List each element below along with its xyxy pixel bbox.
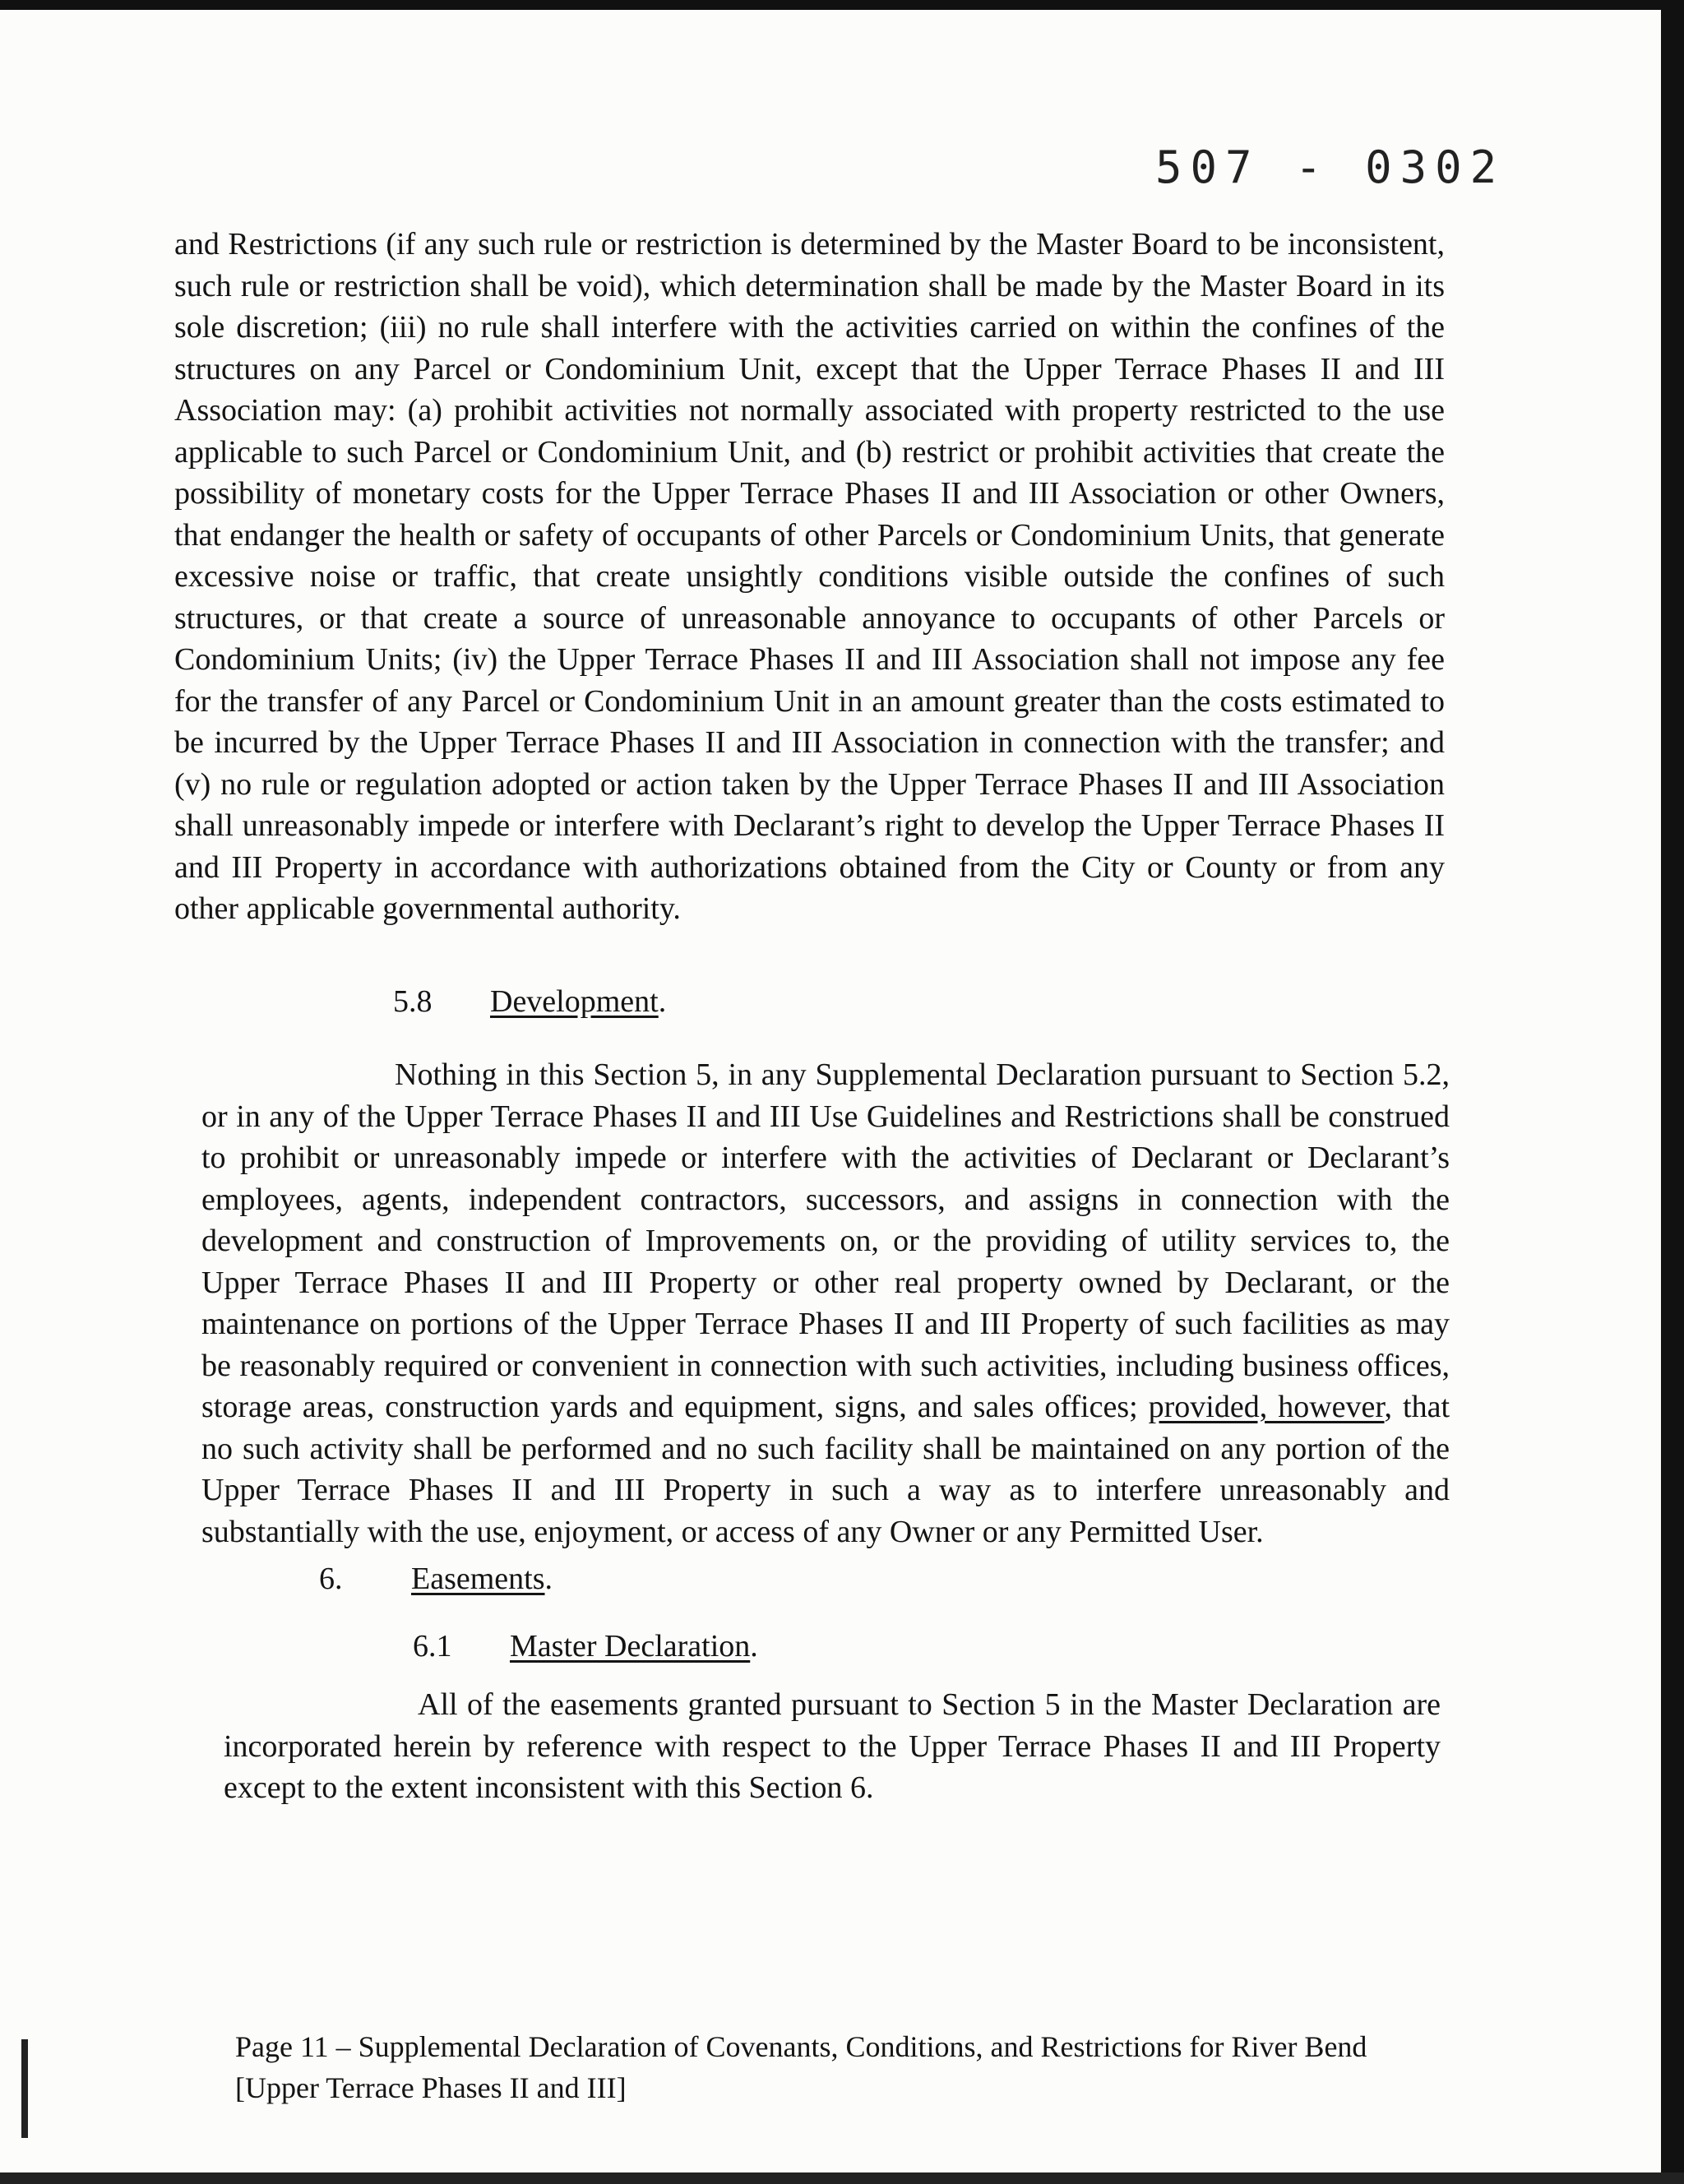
title-punct: .: [544, 1562, 553, 1596]
section-title: Development: [490, 984, 659, 1019]
text-before: Nothing in this Section 5, in any Supplemental Declaration pursuant to Section 5.2, or in any of the Upper Terrace Phases II and III Use Guidelines and Restrictions shall be construed to prohibit or unreasonably impede or interfere with the activities of Declarant or Declarant’s employees, agents, independent contractors, successors, and assigns in connection with the development and construction of Improvements on, or the providing of utility services to, the Upper Terrace Phases II and III Property or other real property owned by Declarant, or the maintenance on portions of the Upper Terrace Phases II and III Property of such facilities as may be reasonably required or convenient in connection with such activities, including business offices, storage areas, construction yards and equipment, signs, and sales offices;: [201, 1057, 1450, 1424]
title-punct: .: [750, 1629, 758, 1663]
text-after: , that no such activity shall be performed and no such facility shall be maintained on any portion of the Upper Terrace Phases II and III Property in such a way as to interfere unreasonably and substantially with the use, enjoyment, or access of any Owner or any Permitted User.: [201, 1390, 1450, 1549]
section-6-heading: [319, 1561, 553, 1597]
section-number: 5.8: [393, 984, 433, 1019]
section-5-8-text: [201, 1054, 1450, 1552]
section-number: 6.: [319, 1562, 343, 1596]
provided-however-emphasis: provided, however: [1148, 1390, 1385, 1424]
footer-line-2: [Upper Terrace Phases II and III]: [235, 2071, 627, 2104]
scan-edge-right: [1661, 0, 1684, 2184]
section-title: Easements: [411, 1562, 545, 1596]
section-title: Master Declaration: [510, 1629, 751, 1663]
section-6-1-heading: [413, 1628, 758, 1664]
section-number: 6.1: [413, 1629, 452, 1663]
page-footer: [235, 2026, 1452, 2108]
paragraph-continued: and Restrictions (if any such rule or restriction is determined by the Master Board to be inconsistent, such rule or restriction shall be void), which determination shall be made by the Master Board in its sole discretion; (iii) no rule shall interfere with the activities carried on within the confines of the structures on any Parcel or Condominium Unit, except that the Upper Terrace Phases II and III Association may: (a) prohibit activities not normally associated with property restricted to the use applicable to such Parcel or Condominium Unit, and (b) restrict or prohibit activities that create the possibility of monetary costs for the Upper Terrace Phases II and III Association or other Owners, that endanger the health or safety of occupants of other Parcels or Condominium Units, that generate excessive noise or traffic, that create unsightly conditions visible outside the confines of such structures, or that create a source of unreasonable annoyance to occupants of other Parcels or Condominium Units; (iv) the Upper Terrace Phases II and III Association shall not impose any fee for the transfer of any Parcel or Condominium Unit in an amount greater than the costs estimated to be incurred by the Upper Terrace Phases II and III Association in connection with the transfer; and (v) no rule or regulation adopted or action taken by the Upper Terrace Phases II and III Association shall unreasonably impede or interfere with Declarant’s right to develop the Upper Terrace Phases II and III Property in accordance with authorizations obtained from the City or County or from any other applicable governmental authority.: [174, 227, 1445, 926]
footer-line-1: Page 11 – Supplemental Declaration of Covenants, Conditions, and Restrictions for River Bend: [235, 2030, 1367, 2063]
scan-edge-mark: [21, 2039, 28, 2138]
section-5-8-heading: [393, 983, 666, 1020]
scan-edge-bottom: [0, 2172, 1684, 2184]
scan-edge-top: [0, 0, 1684, 10]
title-punct: .: [658, 984, 667, 1019]
section-6-1-text: All of the easements granted pursuant to Section 5 in the Master Declaration are incorporated herein by reference with respect to the Upper Terrace Phases II and III Property except to the extent inconsistent with this Section 6.: [224, 1687, 1441, 1805]
recording-stamp: 507 - 0302: [1155, 141, 1506, 193]
